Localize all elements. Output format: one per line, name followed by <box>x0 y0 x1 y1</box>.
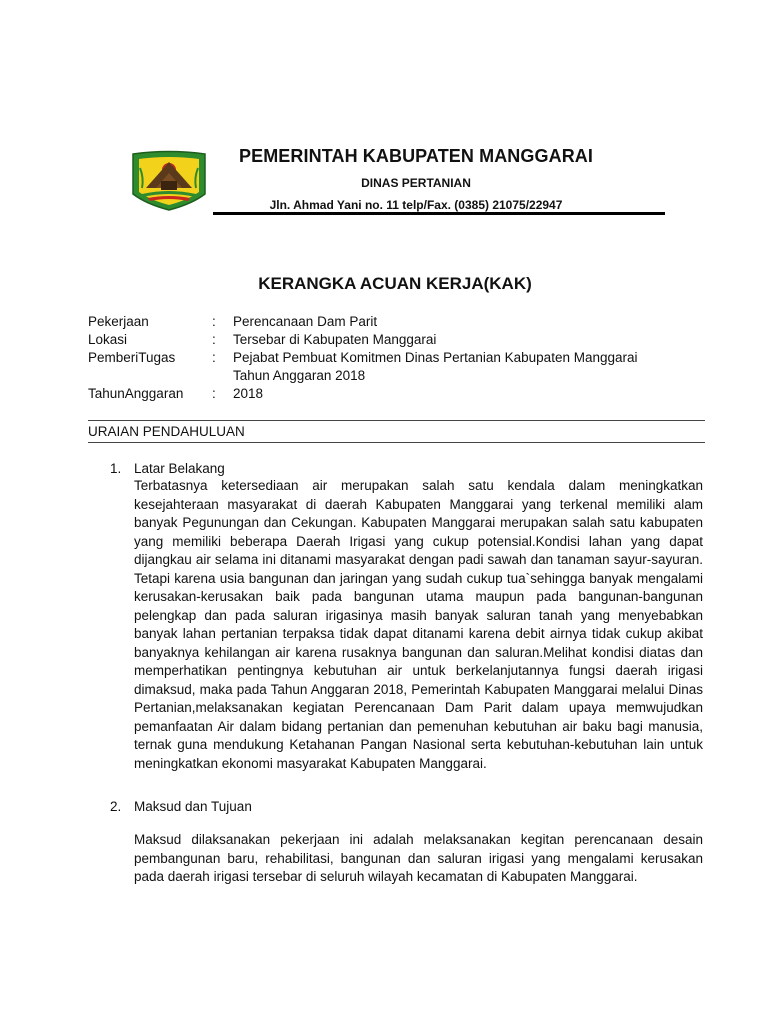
info-label: Lokasi <box>88 332 128 347</box>
info-value: Tahun Anggaran 2018 <box>233 368 366 383</box>
info-label <box>88 367 212 385</box>
info-colon: : <box>212 350 216 365</box>
info-label: PemberiTugas <box>88 350 176 365</box>
letterhead-title: PEMERINTAH KABUPATEN MANGGARAI <box>239 146 593 166</box>
info-value: Pejabat Pembuat Komitmen Dinas Pertanian Kabupaten Manggarai <box>233 350 638 365</box>
section-rule-top <box>88 420 705 421</box>
info-value: Tersebar di Kabupaten Manggarai <box>233 332 437 347</box>
info-colon: : <box>212 314 216 329</box>
info-row <box>88 349 673 367</box>
document-title: KERANGKA ACUAN KERJA(KAK) <box>258 274 532 293</box>
info-colon: : <box>212 332 216 347</box>
info-value: 2018 <box>233 386 264 401</box>
info-label: Pekerjaan <box>88 314 149 329</box>
letterhead-divider <box>213 212 665 215</box>
list-item-heading <box>110 799 252 814</box>
section-heading: URAIAN PENDAHULUAN <box>88 424 245 439</box>
list-item-title: Maksud dan Tujuan <box>134 799 252 814</box>
section-rule-bottom <box>88 442 705 443</box>
info-row <box>88 331 673 349</box>
list-item-title: Latar Belakang <box>134 461 225 476</box>
list-item-number: 1. <box>110 461 122 476</box>
info-colon: : <box>212 386 216 401</box>
background-paragraph: Terbatasnya ketersediaan air merupakan salah satu kendala dalam meningkatkan kesejahteraan masyarakat di daerah Kabupaten Manggarai yang terkenal memiliki alam banyak Pegunungan dan Cekungan. Kabupaten Manggarai merupakan salah satu kabupaten yang memiliki beberapa Daerah Irigasi yang cukup potensial.Kondisi lahan yang dapat dijangkau air selama ini ditanami masyarakat dengan padi sawah dan tanaman sayur-sayuran. Tetapi karena usia bangunan dan jaringan yang sudah cukup tua`sehingga banyak mengalami kerusakan-kerusakan baik pada bangunan utama maupun pada bangunan-bangunan pelengkap dan pada saluran irigasinya masih banyak saluran tanah yang menyebabkan banyak lahan pertanian terpaksa tidak dapat ditanami karena debit airnya tidak cukup akibat banyaknya kehilangan air karena rusaknya bangunan dan saluran.Melihat kondisi diatas dan memperhatikan pentingnya kebutuhan air untuk berkelanjutannya fungsi daerah irigasi dimaksud, maka pada Tahun Anggaran 2018, Pemerintah Kabupaten Manggarai melalui Dinas Pertanian,melaksanakan kegiatan Perencanaan Dam Parit dalam upaya memwujudkan pemanfaatan Air dalam bidang pertanian dan pemenuhan kebutuhan air baku bagi manusia, ternak guna mendukung Ketahanan Pangan Nasional serta kebutuhan-kebutuhan lain untuk meningkatkan ekonomi masyarakat Kabupaten Manggarai. <box>134 478 703 771</box>
info-row <box>88 385 673 403</box>
info-row <box>88 313 673 331</box>
info-colon <box>212 367 233 385</box>
info-row <box>88 367 673 385</box>
info-table <box>88 313 673 403</box>
info-value: Perencanaan Dam Parit <box>233 314 378 329</box>
purpose-paragraph: Maksud dilaksanakan pekerjaan ini adalah melaksanakan kegitan perencanaan desain pembangunan baru, rehabilitasi, bangunan dan saluran irigasi yang mengalami kerusakan pada daerah irigasi tersebar di seluruh wilayah kecamatan di Kabupaten Manggarai. <box>134 832 703 884</box>
regency-emblem-icon <box>130 148 208 212</box>
letterhead-department: DINAS PERTANIAN <box>361 176 471 190</box>
info-label: TahunAnggaran <box>88 386 184 401</box>
list-item-number: 2. <box>110 799 122 814</box>
list-item-heading <box>110 461 225 476</box>
letterhead-address: Jln. Ahmad Yani no. 11 telp/Fax. (0385) 21075/22947 <box>269 198 563 212</box>
